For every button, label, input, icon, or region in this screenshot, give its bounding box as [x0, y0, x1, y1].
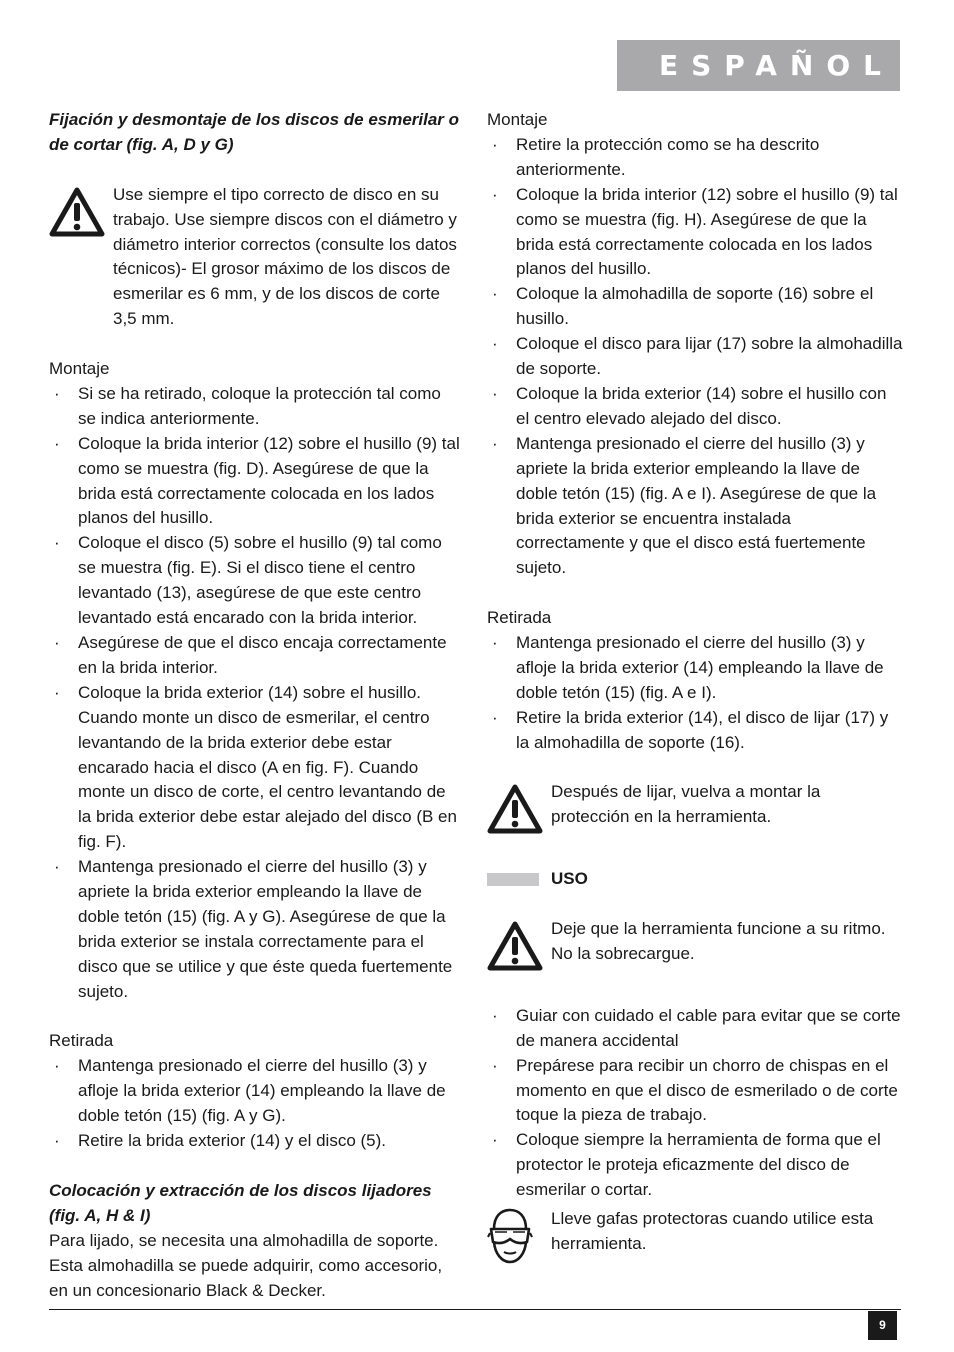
subheading-retirada: Retirada	[487, 608, 552, 628]
section-marker-bar	[487, 873, 539, 886]
list-item: · Coloque la brida interior (12) sobre el husillo (9) tal como se muestra (fig. D). Asegúrese de que la brida está correctamente colocada en los lados planos del husillo.	[49, 432, 463, 532]
list-item: · Coloque la brida exterior (14) sobre el husillo. Cuando monte un disco de esmerilar, el centro levantando de la brida exterior debe estar encarado hacia el disco (A en fig. F). Cuando monte un disco de corte, el centro levantando de la brida exterior debe estar alejado del disco (B en fig. F).	[49, 681, 463, 855]
list-item: · Si se ha retirado, coloque la protección tal como se indica anteriormente.	[49, 382, 463, 432]
language-banner: ESPAÑOL	[617, 40, 900, 91]
warning-text: Deje que la herramienta funcione a su ritmo. No la sobrecargue.	[551, 919, 886, 963]
subheading-retirada: Retirada	[49, 1031, 114, 1051]
warning-block-overload	[487, 917, 903, 979]
montaje-list	[49, 382, 463, 1005]
list-item: · Coloque la brida exterior (14) sobre el husillo con el centro elevado alejado del disco.	[487, 382, 903, 432]
section-heading-sanding-discs: Colocación y extracción de los discos lijadores (fig. A, H & I)	[49, 1180, 432, 1225]
sanding-intro-paragraph: Para lijado, se necesita una almohadilla de soporte. Esta almohadilla se puede adquirir, como accesorio, en un concesionario Black & Decker.	[49, 1230, 443, 1300]
warning-text: Use siempre el tipo correcto de disco en su trabajo. Use siempre discos con el diámetro y diámetro interior correctos (consulte los datos técnicos)- El grosor máximo de los discos de esmerilar es 6 mm, y de los discos de corte 3,5 mm.	[113, 184, 457, 329]
footer-rule	[49, 1309, 901, 1310]
warning-text: Después de lijar, vuelva a montar la protección en la herramienta.	[551, 782, 821, 827]
list-item: · Retire la brida exterior (14) y el disco (5).	[49, 1129, 463, 1154]
list-item: · Prepárese para recibir un chorro de chispas en el momento en que el disco de esmerilado o de corte toque la pieza de trabajo.	[487, 1054, 903, 1129]
list-item: · Coloque el disco para lijar (17) sobre la almohadilla de soporte.	[487, 332, 903, 382]
goggles-note-block	[487, 1207, 903, 1273]
list-item: · Mantenga presionado el cierre del husillo (3) y apriete la brida exterior empleando la llave de doble tetón (15) (fig. A e I). Asegúrese de que la brida exterior se encuentra instalada correctamente y que el disco está fuertemente sujeto.	[487, 432, 903, 581]
list-item: · Coloque la almohadilla de soporte (16) sobre el husillo.	[487, 282, 903, 332]
list-item: · Mantenga presionado el cierre del husillo (3) y apriete la brida exterior empleando la llave de doble tetón (15) (fig. A y G). Asegúrese de que la brida exterior se instala correctamente para el disco que se utilice y que éste queda fuertemente sujeto.	[49, 855, 463, 1004]
warning-triangle-icon	[487, 780, 551, 842]
section-heading-fitting-discs: Fijación y desmontaje de los discos de esmerilar o de cortar (fig. A, D y G)	[49, 110, 460, 154]
montaje-list	[487, 133, 903, 581]
list-item: · Retire la brida exterior (14), el disco de lijar (17) y la almohadilla de soporte (16).	[487, 706, 903, 756]
list-item: · Retire la protección como se ha descrito anteriormente.	[487, 133, 903, 183]
list-item: · Coloque siempre la herramienta de forma que el protector le proteja eficazmente del disco de esmerilar o cortar.	[487, 1128, 903, 1203]
retirada-list	[487, 631, 903, 756]
subheading-montaje: Montaje	[49, 359, 110, 379]
right-column	[487, 108, 903, 1273]
left-column	[49, 108, 463, 1303]
list-item: · Coloque la brida interior (12) sobre el husillo (9) tal como se muestra (fig. H). Asegúrese de que la brida está correctamente colocada en los lados planos del husillo.	[487, 183, 903, 283]
warning-triangle-icon	[49, 183, 113, 245]
list-item: · Guiar con cuidado el cable para evitar que se corte de manera accidental	[487, 1004, 903, 1054]
uso-list	[487, 1004, 903, 1203]
section-heading-uso	[487, 867, 903, 892]
list-item: · Asegúrese de que el disco encaja correctamente en la brida interior.	[49, 631, 463, 681]
retirada-list	[49, 1054, 463, 1154]
subheading-montaje: Montaje	[487, 110, 548, 129]
list-item: · Mantenga presionado el cierre del husillo (3) y afloje la brida exterior (14) empleando la llave de doble tetón (15) (fig. A e I).	[487, 631, 903, 706]
warning-triangle-icon	[487, 917, 551, 979]
warning-block-disc-type	[49, 183, 463, 332]
goggles-note-text: Lleve gafas protectoras cuando utilice esta herramienta.	[551, 1209, 874, 1253]
list-item: · Coloque el disco (5) sobre el husillo (9) tal como se muestra (fig. E). Si el disco tiene el centro levantado (13), asegúrese de que este centro levantado está encarado con la brida interior.	[49, 531, 463, 631]
section-heading-text: USO	[551, 869, 588, 889]
page-number: 9	[868, 1311, 897, 1340]
warning-block-refit-guard	[487, 780, 903, 842]
safety-goggles-icon	[487, 1207, 551, 1273]
list-item: · Mantenga presionado el cierre del husillo (3) y afloje la brida exterior (14) empleando la llave de doble tetón (15) (fig. A y G).	[49, 1054, 463, 1129]
